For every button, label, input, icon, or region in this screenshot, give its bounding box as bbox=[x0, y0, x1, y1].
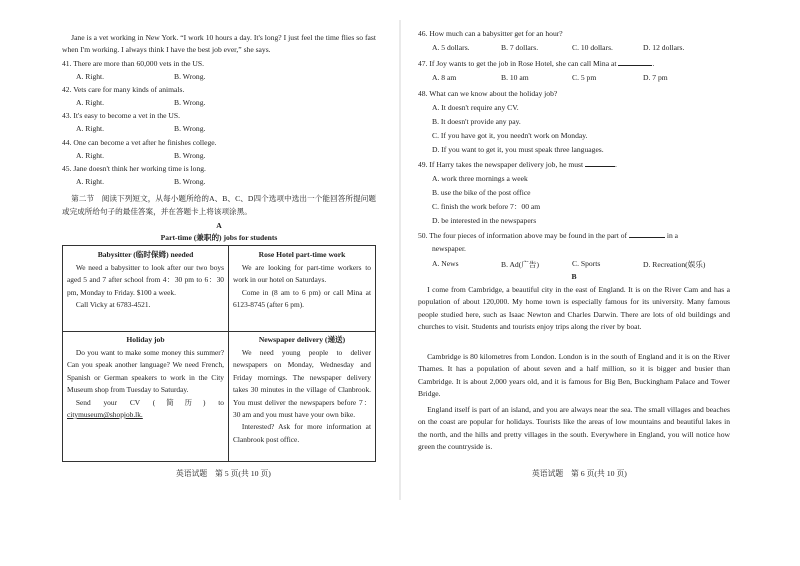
option-a[interactable]: A. Right. bbox=[76, 72, 105, 81]
option-c[interactable]: C. 5 pm bbox=[572, 73, 597, 82]
rose-hotel-cell bbox=[233, 250, 371, 312]
option-b[interactable]: B. use the bike of the post office bbox=[432, 188, 531, 197]
option-b[interactable]: B. Wrong. bbox=[174, 72, 206, 81]
passage-b-paragraph-1: I come from Cambridge, a beautiful city in the east of England. It is on the River Cam and has a population of about 120,000. My home town is especially famous for its university. Many famous people studied here, such as Isaac Newton and Charles Darwin. There are lots of old buildings and churches to visit. Students and tourists enjoy trips along the river by boat. bbox=[418, 285, 730, 331]
option-a[interactable]: A. Right. bbox=[76, 124, 105, 133]
babysitter-cell bbox=[67, 250, 224, 312]
question-stem: 49. If Harry takes the newspaper delivery job, he must bbox=[418, 160, 584, 169]
option-a[interactable]: A. News bbox=[432, 259, 459, 268]
option-b[interactable]: B. Wrong. bbox=[174, 177, 206, 186]
option-d[interactable]: D. be interested in the newspapers bbox=[432, 216, 537, 225]
intro-paragraph: Jane is a vet working in New York. “I work 10 hours a day. It's long? I just feel the time flies so fast when I'm working. I always think I have the best job ever,” she says. bbox=[62, 33, 376, 55]
option-d[interactable]: D. If you want to get it, you must speak three languages. bbox=[432, 145, 604, 154]
passage-letter: A bbox=[216, 221, 222, 230]
page-footer: 英语试题 第 6 页(共 10 页) bbox=[532, 469, 627, 478]
option-b[interactable]: B. Wrong. bbox=[174, 98, 206, 107]
option-c[interactable]: C. If you have got it, you needn't work on Monday. bbox=[432, 131, 588, 140]
option-c[interactable]: C. finish the work before 7：00 am bbox=[432, 202, 541, 211]
cell-paragraph: Do you want to make some money this summer? Can you speak another language? We need French, Spanish or German speakers to work in the City Museum shop from Tuesday to Saturday. bbox=[67, 348, 224, 395]
question-44: 44. One can become a vet after he finishes college. bbox=[62, 138, 217, 147]
option-b[interactable]: B. Ad(广告) bbox=[501, 260, 539, 269]
option-b[interactable]: B. 7 dollars. bbox=[501, 43, 539, 52]
cell-title: Holiday job bbox=[126, 335, 165, 344]
cell-title: Babysitter (临时保姆) needed bbox=[97, 250, 194, 259]
newspaper-cell bbox=[233, 335, 371, 446]
answer-blank[interactable] bbox=[629, 237, 665, 238]
option-a[interactable]: A. Right. bbox=[76, 177, 105, 186]
question-48: 48. What can we know about the holiday job? bbox=[418, 89, 558, 98]
cell-paragraph: We are looking for part-time workers to work in our hotel on Saturdays. bbox=[233, 263, 371, 285]
passage-letter: B bbox=[571, 272, 577, 281]
question-46: 46. How much can a babysitter get for an hour? bbox=[418, 29, 563, 38]
option-a[interactable]: A. 5 dollars. bbox=[432, 43, 470, 52]
passage-b-paragraph-3: England itself is part of an island, and you are always near the sea. The small villages and beaches on the coast are popular for holidays. Tourists like the areas of low mountains and beautiful lakes in the north, and the hills and pretty villages in the south. Everywhere in England, you will notice how green the countryside is. bbox=[418, 405, 730, 451]
email-link[interactable]: citymuseum@shopjob.lk. bbox=[67, 410, 143, 420]
answer-blank[interactable] bbox=[585, 166, 615, 167]
option-c[interactable]: C. 10 dollars. bbox=[572, 43, 613, 52]
question-47: 47. If Joy wants to get the job in Rose Hotel, she can call Mina at . bbox=[418, 59, 655, 68]
table-divider bbox=[228, 246, 229, 461]
jobs-table bbox=[62, 245, 376, 462]
cell-paragraph: Send your CV (简历) to bbox=[75, 397, 224, 407]
question-41: 41. There are more than 60,000 vets in the US. bbox=[62, 59, 204, 68]
option-d[interactable]: D. 12 dollars. bbox=[643, 43, 685, 52]
option-a[interactable]: A. Right. bbox=[76, 98, 105, 107]
cell-paragraph: We need young people to deliver newspapers on Monday, Wednesday and Friday mornings. The newspaper delivery takes 30 minutes in the village of Clanbrook. You must deliver the newspapers before 7：30 am and you must have your own bike. bbox=[233, 348, 371, 420]
cell-paragraph: Come in (8 am to 6 pm) or call Mina at 6123-8745 (after 6 pm). bbox=[233, 287, 371, 310]
option-a[interactable]: A. work three mornings a week bbox=[432, 174, 528, 183]
option-d[interactable]: D. 7 pm bbox=[643, 73, 668, 82]
cell-paragraph: Interested? Ask for more information at Clanbrook post office. bbox=[233, 422, 371, 444]
page-footer: 英语试题 第 5 页(共 10 页) bbox=[176, 469, 271, 478]
question-42: 42. Vets care for many kinds of animals. bbox=[62, 85, 185, 94]
question-stem: 47. If Joy wants to get the job in Rose Hotel, she can call Mina at bbox=[418, 59, 617, 68]
question-50-line2: newspaper. bbox=[432, 244, 466, 253]
table-divider bbox=[63, 331, 375, 332]
option-b[interactable]: B. Wrong. bbox=[174, 124, 206, 133]
question-45: 45. Jane doesn't think her working time is long. bbox=[62, 164, 206, 173]
question-49: 49. If Harry takes the newspaper delivery job, he must . bbox=[418, 160, 617, 169]
option-b[interactable]: B. It doesn't provide any pay. bbox=[432, 117, 521, 126]
section-instruction: 第二节 阅读下列短文，从每小题所给的A、B、C、D四个选项中选出一个能回答所提问题或完成所给句子的最佳答案，并在答题卡上将该项涂黑。 bbox=[62, 194, 376, 216]
cell-paragraph: Call Vicky at 6783-4521. bbox=[75, 300, 151, 310]
option-c[interactable]: C. Sports bbox=[572, 259, 601, 268]
exam-page-6 bbox=[400, 0, 800, 566]
option-d[interactable]: D. Recreation(娱乐) bbox=[643, 260, 706, 269]
answer-blank[interactable] bbox=[618, 65, 652, 66]
cell-title: Newspaper delivery (递送) bbox=[258, 335, 346, 344]
option-b[interactable]: B. Wrong. bbox=[174, 151, 206, 160]
option-a[interactable]: A. Right. bbox=[76, 151, 105, 160]
question-43: 43. It's easy to become a vet in the US. bbox=[62, 111, 180, 120]
question-stem: 50. The four pieces of information above may be found in the part of bbox=[418, 231, 628, 240]
option-a[interactable]: A. It doesn't require any CV. bbox=[432, 103, 519, 112]
question-stem-tail: in a bbox=[666, 231, 679, 240]
option-b[interactable]: B. 10 am bbox=[501, 73, 529, 82]
cell-title: Rose Hotel part-time work bbox=[258, 250, 346, 259]
cell-paragraph: We need a babysitter to look after our two boys aged 5 and 7 after school from 4：30 pm to 6：30 pm, Monday to Friday. $100 a week. bbox=[67, 263, 224, 297]
passage-title: Part-time (兼职的) jobs for students bbox=[160, 233, 278, 242]
passage-b-paragraph-2: Cambridge is 80 kilometres from London. London is in the south of England and it is on the River Thames. It has a population of about seven and a half million, so it is bigger and busier than Cambridge. It is about 2,000 years old, and it is famous for Big Ben, Buckingham Palace and Tower Bridge. bbox=[418, 352, 730, 398]
question-50 bbox=[418, 231, 678, 241]
option-a[interactable]: A. 8 am bbox=[432, 73, 457, 82]
holiday-job-cell bbox=[67, 335, 224, 421]
